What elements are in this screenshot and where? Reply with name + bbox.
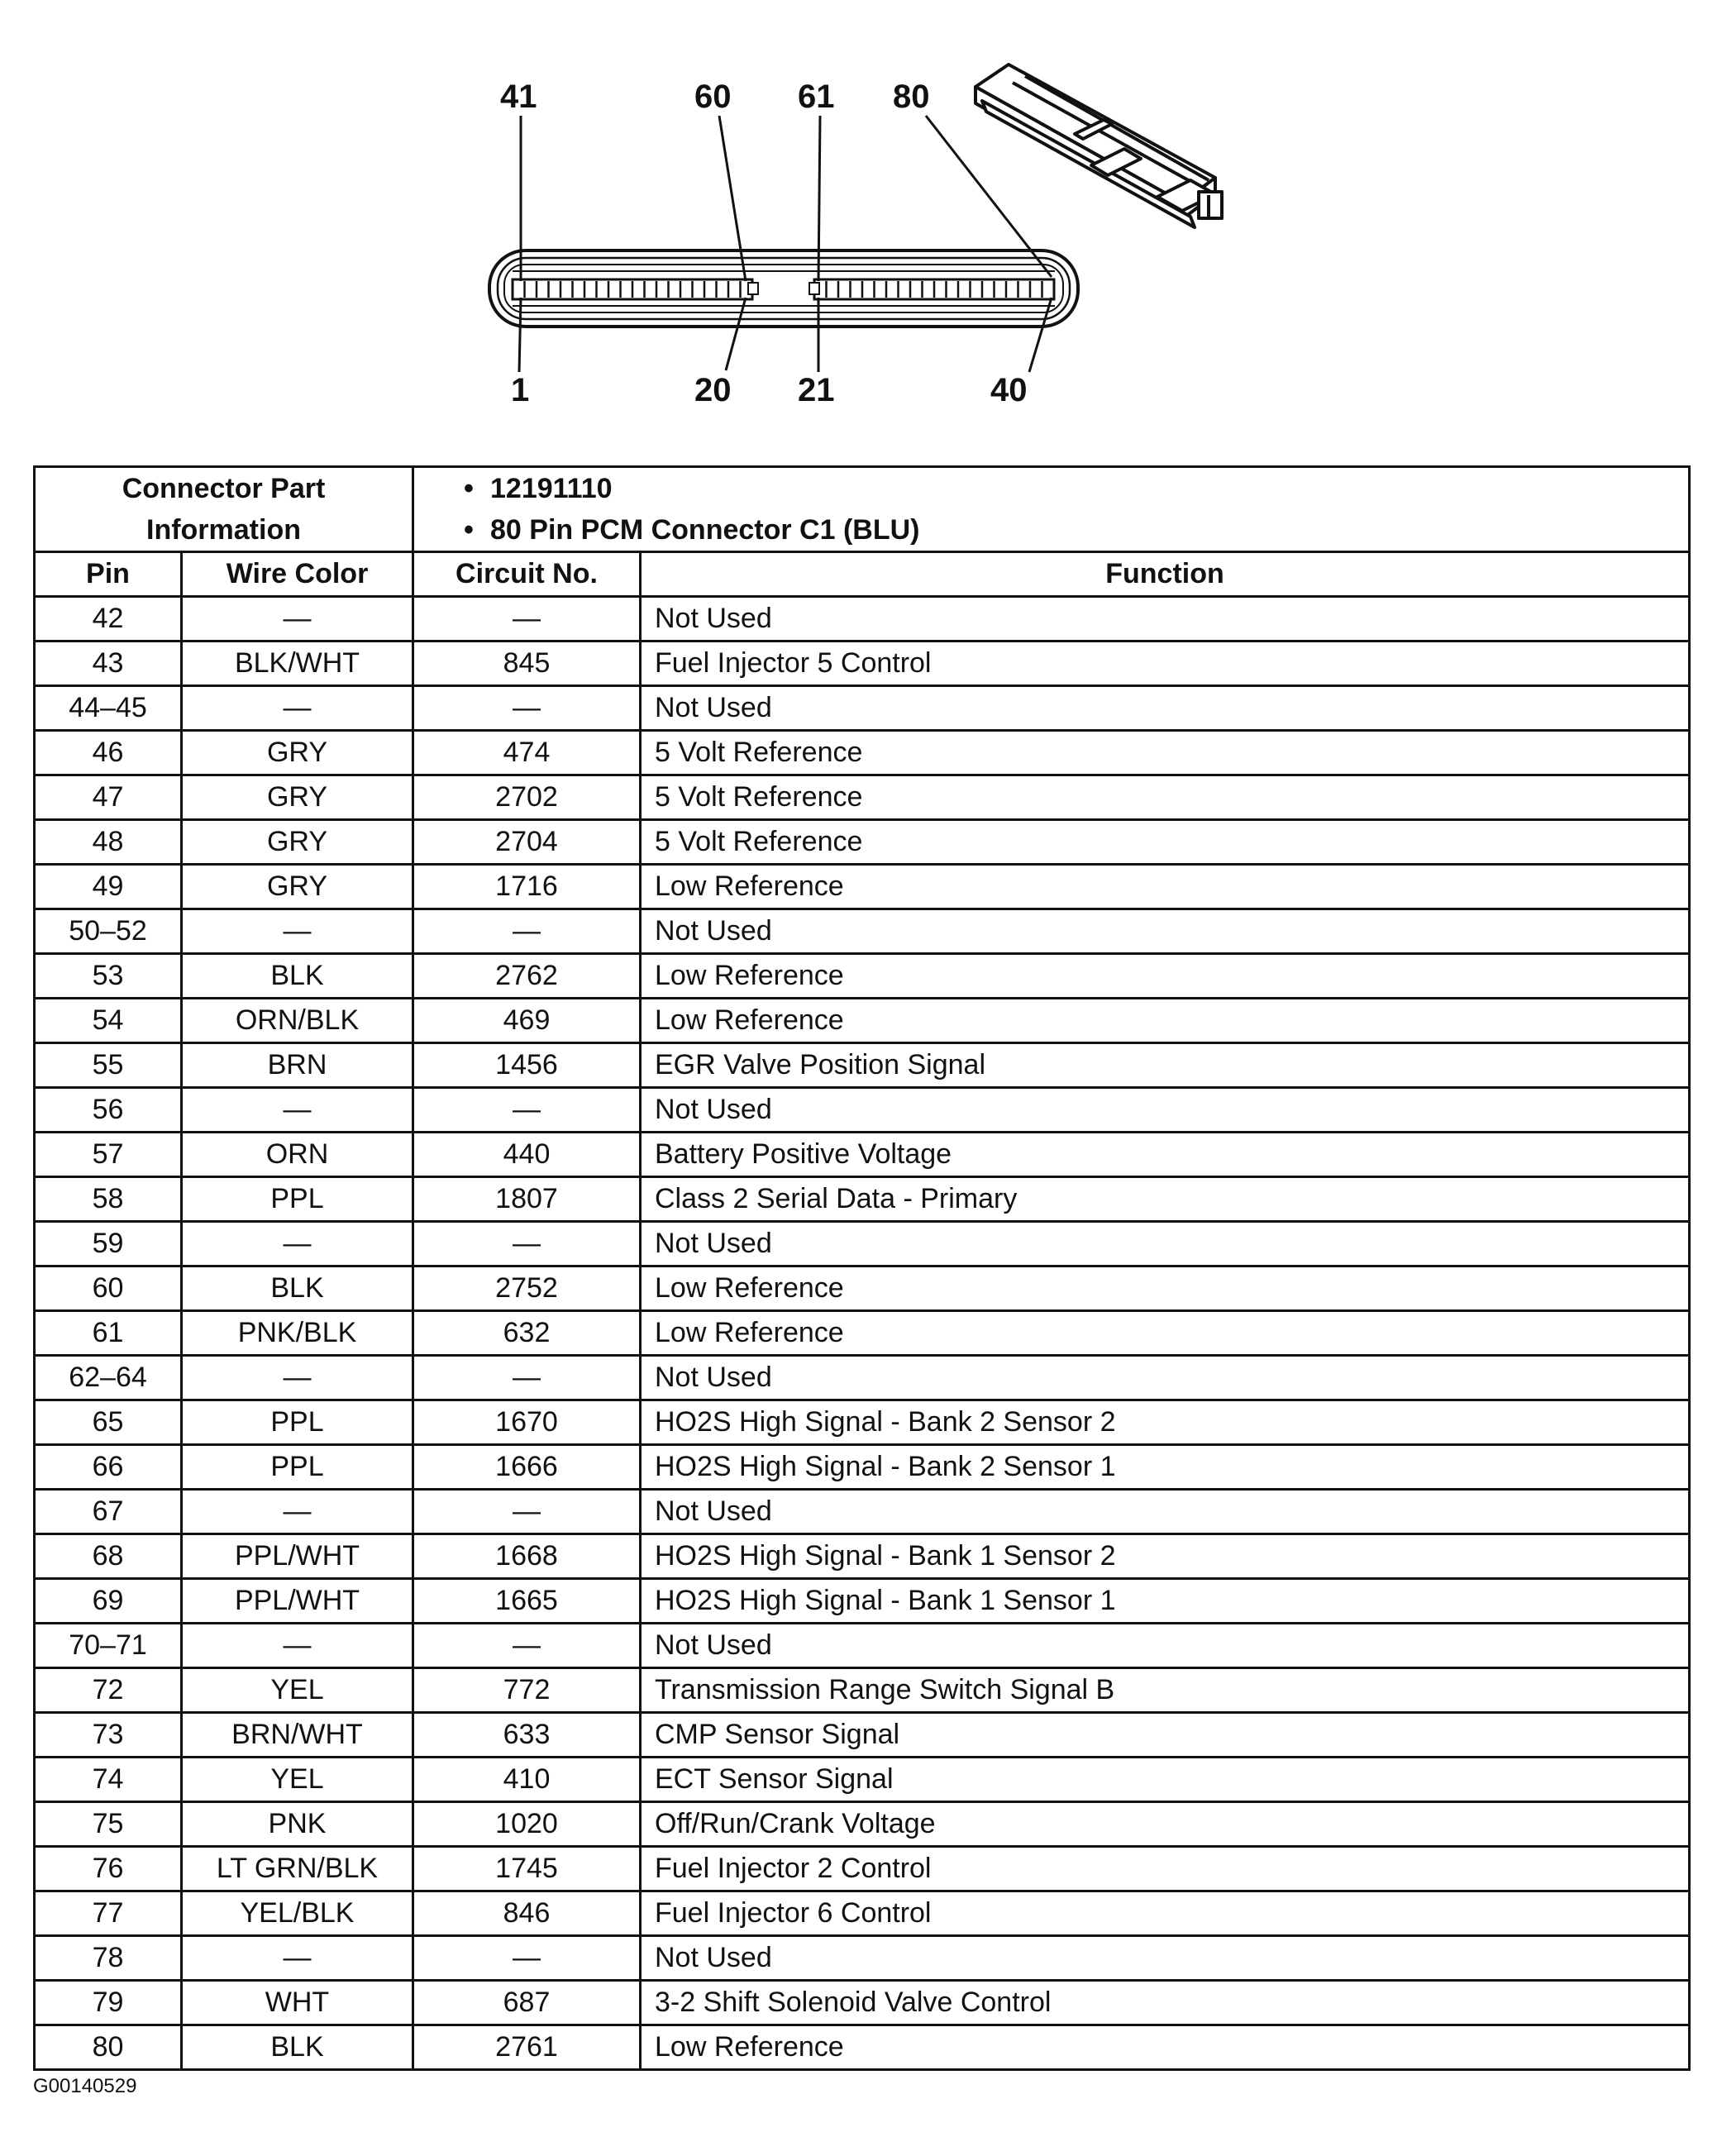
pin-cell: 62–64 bbox=[35, 1356, 182, 1400]
pin-cell: 66 bbox=[35, 1445, 182, 1490]
pin-cell: 57 bbox=[35, 1133, 182, 1177]
wire-color-cell: — bbox=[182, 1222, 413, 1266]
function-cell: Not Used bbox=[641, 1356, 1690, 1400]
table-row bbox=[35, 1311, 1690, 1356]
circuit-no-cell: — bbox=[413, 686, 641, 731]
pin-label-1: 1 bbox=[511, 372, 530, 408]
wire-color-cell: WHT bbox=[182, 1981, 413, 2025]
pin-label-20: 20 bbox=[694, 372, 732, 408]
pin-cell: 65 bbox=[35, 1400, 182, 1445]
function-cell: Fuel Injector 6 Control bbox=[641, 1891, 1690, 1936]
circuit-no-cell: 1670 bbox=[413, 1400, 641, 1445]
wire-color-cell: — bbox=[182, 1936, 413, 1981]
table-row bbox=[35, 865, 1690, 909]
pin-cell: 68 bbox=[35, 1534, 182, 1579]
circuit-no-cell: 410 bbox=[413, 1758, 641, 1802]
wire-color-cell: ORN bbox=[182, 1133, 413, 1177]
pin-label-60: 60 bbox=[694, 79, 732, 115]
wire-color-cell: BLK bbox=[182, 954, 413, 999]
circuit-no-cell: — bbox=[413, 597, 641, 642]
wire-color-cell: BRN bbox=[182, 1043, 413, 1088]
circuit-no-cell: — bbox=[413, 1088, 641, 1133]
table-row bbox=[35, 909, 1690, 954]
function-cell: Low Reference bbox=[641, 1266, 1690, 1311]
pin-cell: 76 bbox=[35, 1847, 182, 1891]
circuit-no-cell: — bbox=[413, 909, 641, 954]
pin-cell: 70–71 bbox=[35, 1624, 182, 1668]
pin-cell: 42 bbox=[35, 597, 182, 642]
column-header-function: Function bbox=[641, 552, 1690, 597]
connector-part-info-header bbox=[35, 467, 413, 552]
pin-cell: 73 bbox=[35, 1713, 182, 1758]
function-cell: Fuel Injector 5 Control bbox=[641, 642, 1690, 686]
connector-diagram bbox=[0, 0, 1722, 430]
function-cell: HO2S High Signal - Bank 1 Sensor 1 bbox=[641, 1579, 1690, 1624]
table-row bbox=[35, 1758, 1690, 1802]
wire-color-cell: GRY bbox=[182, 820, 413, 865]
pin-cell: 49 bbox=[35, 865, 182, 909]
table-header-row bbox=[35, 552, 1690, 597]
table-row bbox=[35, 1668, 1690, 1713]
circuit-no-cell: 440 bbox=[413, 1133, 641, 1177]
pin-cell: 47 bbox=[35, 775, 182, 820]
circuit-no-cell: 633 bbox=[413, 1713, 641, 1758]
wire-color-cell: PPL/WHT bbox=[182, 1534, 413, 1579]
function-cell: Not Used bbox=[641, 1490, 1690, 1534]
function-cell: Low Reference bbox=[641, 2025, 1690, 2070]
wire-color-cell: ORN/BLK bbox=[182, 999, 413, 1043]
wire-color-cell: PPL/WHT bbox=[182, 1579, 413, 1624]
table-row bbox=[35, 1222, 1690, 1266]
pin-cell: 55 bbox=[35, 1043, 182, 1088]
function-cell: Battery Positive Voltage bbox=[641, 1133, 1690, 1177]
table-row bbox=[35, 1802, 1690, 1847]
pin-label-21: 21 bbox=[798, 372, 835, 408]
circuit-no-cell: 687 bbox=[413, 1981, 641, 2025]
function-cell: Not Used bbox=[641, 1088, 1690, 1133]
circuit-no-cell: 1666 bbox=[413, 1445, 641, 1490]
leader-lines bbox=[519, 116, 1052, 372]
table-row bbox=[35, 1847, 1690, 1891]
table-row bbox=[35, 1356, 1690, 1400]
pin-cell: 44–45 bbox=[35, 686, 182, 731]
table-row bbox=[35, 642, 1690, 686]
wire-color-cell: — bbox=[182, 597, 413, 642]
pin-cell: 43 bbox=[35, 642, 182, 686]
connector-part-info-line1: Connector Part bbox=[122, 473, 326, 504]
pin-label-40: 40 bbox=[990, 372, 1028, 408]
function-cell: Not Used bbox=[641, 1936, 1690, 1981]
circuit-no-cell: — bbox=[413, 1222, 641, 1266]
connector-part-info-line2: Information bbox=[146, 514, 301, 546]
function-cell: 5 Volt Reference bbox=[641, 775, 1690, 820]
table-row bbox=[35, 954, 1690, 999]
wire-color-cell: LT GRN/BLK bbox=[182, 1847, 413, 1891]
pin-cell: 48 bbox=[35, 820, 182, 865]
wire-color-cell: — bbox=[182, 1356, 413, 1400]
wire-color-cell: BLK bbox=[182, 1266, 413, 1311]
function-cell: Not Used bbox=[641, 1222, 1690, 1266]
connector-info-row bbox=[35, 467, 1690, 552]
wire-color-cell: PNK/BLK bbox=[182, 1311, 413, 1356]
pin-cell: 72 bbox=[35, 1668, 182, 1713]
connector-isometric-view bbox=[975, 64, 1222, 227]
pin-cell: 53 bbox=[35, 954, 182, 999]
function-cell: Low Reference bbox=[641, 865, 1690, 909]
table-row bbox=[35, 1177, 1690, 1222]
function-cell: Not Used bbox=[641, 597, 1690, 642]
table-row bbox=[35, 1936, 1690, 1981]
function-cell: 5 Volt Reference bbox=[641, 731, 1690, 775]
table-row bbox=[35, 597, 1690, 642]
function-cell: EGR Valve Position Signal bbox=[641, 1043, 1690, 1088]
table-row bbox=[35, 1891, 1690, 1936]
circuit-no-cell: 2752 bbox=[413, 1266, 641, 1311]
circuit-no-cell: — bbox=[413, 1356, 641, 1400]
wire-color-cell: PPL bbox=[182, 1445, 413, 1490]
pin-cell: 60 bbox=[35, 1266, 182, 1311]
circuit-no-cell: 632 bbox=[413, 1311, 641, 1356]
wire-color-cell: YEL/BLK bbox=[182, 1891, 413, 1936]
function-cell: Low Reference bbox=[641, 1311, 1690, 1356]
wire-color-cell: YEL bbox=[182, 1758, 413, 1802]
pin-cell: 56 bbox=[35, 1088, 182, 1133]
pin-cell: 67 bbox=[35, 1490, 182, 1534]
wire-color-cell: GRY bbox=[182, 731, 413, 775]
circuit-no-cell: 845 bbox=[413, 642, 641, 686]
wire-color-cell: PPL bbox=[182, 1177, 413, 1222]
pin-cell: 80 bbox=[35, 2025, 182, 2070]
circuit-no-cell: 1745 bbox=[413, 1847, 641, 1891]
circuit-no-cell: 474 bbox=[413, 731, 641, 775]
pin-label-61: 61 bbox=[798, 79, 835, 115]
circuit-no-cell: 2762 bbox=[413, 954, 641, 999]
wire-color-cell: YEL bbox=[182, 1668, 413, 1713]
wire-color-cell: PNK bbox=[182, 1802, 413, 1847]
connector-face bbox=[489, 250, 1078, 327]
function-cell: CMP Sensor Signal bbox=[641, 1713, 1690, 1758]
function-cell: HO2S High Signal - Bank 2 Sensor 1 bbox=[641, 1445, 1690, 1490]
function-cell: HO2S High Signal - Bank 1 Sensor 2 bbox=[641, 1534, 1690, 1579]
connector-description: • 80 Pin PCM Connector C1 (BLU) bbox=[464, 514, 920, 546]
function-cell: HO2S High Signal - Bank 2 Sensor 2 bbox=[641, 1400, 1690, 1445]
table-row bbox=[35, 686, 1690, 731]
circuit-no-cell: 1020 bbox=[413, 1802, 641, 1847]
wire-color-cell: — bbox=[182, 909, 413, 954]
table-row bbox=[35, 1713, 1690, 1758]
column-header-circuit-no: Circuit No. bbox=[413, 552, 641, 597]
wire-color-cell: BRN/WHT bbox=[182, 1713, 413, 1758]
pin-label-80: 80 bbox=[893, 79, 930, 115]
pin-cell: 46 bbox=[35, 731, 182, 775]
circuit-no-cell: 469 bbox=[413, 999, 641, 1043]
table-row bbox=[35, 1043, 1690, 1088]
table-row bbox=[35, 731, 1690, 775]
table-row bbox=[35, 1579, 1690, 1624]
wire-color-cell: — bbox=[182, 1490, 413, 1534]
pin-cell: 69 bbox=[35, 1579, 182, 1624]
circuit-no-cell: 2702 bbox=[413, 775, 641, 820]
function-cell: Low Reference bbox=[641, 954, 1690, 999]
table-row bbox=[35, 1266, 1690, 1311]
pin-cell: 58 bbox=[35, 1177, 182, 1222]
function-cell: Fuel Injector 2 Control bbox=[641, 1847, 1690, 1891]
circuit-no-cell: 772 bbox=[413, 1668, 641, 1713]
pin-cell: 74 bbox=[35, 1758, 182, 1802]
pin-cell: 75 bbox=[35, 1802, 182, 1847]
wire-color-cell: — bbox=[182, 686, 413, 731]
wire-color-cell: BLK bbox=[182, 2025, 413, 2070]
table-row bbox=[35, 775, 1690, 820]
circuit-no-cell: 1716 bbox=[413, 865, 641, 909]
function-cell: Transmission Range Switch Signal B bbox=[641, 1668, 1690, 1713]
function-cell: Class 2 Serial Data - Primary bbox=[641, 1177, 1690, 1222]
table-row bbox=[35, 1624, 1690, 1668]
circuit-no-cell: 1807 bbox=[413, 1177, 641, 1222]
wire-color-cell: GRY bbox=[182, 775, 413, 820]
connector-pin-table bbox=[33, 465, 1691, 2071]
pin-cell: 79 bbox=[35, 1981, 182, 2025]
circuit-no-cell: 1665 bbox=[413, 1579, 641, 1624]
wire-color-cell: — bbox=[182, 1088, 413, 1133]
function-cell: ECT Sensor Signal bbox=[641, 1758, 1690, 1802]
table-row bbox=[35, 1981, 1690, 2025]
circuit-no-cell: 1668 bbox=[413, 1534, 641, 1579]
table-row bbox=[35, 820, 1690, 865]
pin-cell: 61 bbox=[35, 1311, 182, 1356]
figure-id: G00140529 bbox=[33, 2075, 137, 2097]
pin-cell: 50–52 bbox=[35, 909, 182, 954]
circuit-no-cell: 846 bbox=[413, 1891, 641, 1936]
circuit-no-cell: 2761 bbox=[413, 2025, 641, 2070]
wire-color-cell: — bbox=[182, 1624, 413, 1668]
table-row bbox=[35, 1133, 1690, 1177]
column-header-pin: Pin bbox=[35, 552, 182, 597]
table-row bbox=[35, 1088, 1690, 1133]
table-row bbox=[35, 1534, 1690, 1579]
table-row bbox=[35, 1400, 1690, 1445]
table-row bbox=[35, 1490, 1690, 1534]
function-cell: 5 Volt Reference bbox=[641, 820, 1690, 865]
table-row bbox=[35, 999, 1690, 1043]
function-cell: Not Used bbox=[641, 686, 1690, 731]
pin-label-41: 41 bbox=[500, 79, 537, 115]
pin-cell: 77 bbox=[35, 1891, 182, 1936]
function-cell: Low Reference bbox=[641, 999, 1690, 1043]
circuit-no-cell: — bbox=[413, 1936, 641, 1981]
circuit-no-cell: — bbox=[413, 1490, 641, 1534]
wire-color-cell: GRY bbox=[182, 865, 413, 909]
pin-cell: 59 bbox=[35, 1222, 182, 1266]
column-header-wire-color: Wire Color bbox=[182, 552, 413, 597]
pin-cell: 54 bbox=[35, 999, 182, 1043]
function-cell: 3-2 Shift Solenoid Valve Control bbox=[641, 1981, 1690, 2025]
circuit-no-cell: 2704 bbox=[413, 820, 641, 865]
function-cell: Not Used bbox=[641, 1624, 1690, 1668]
wire-color-cell: PPL bbox=[182, 1400, 413, 1445]
table-row bbox=[35, 2025, 1690, 2070]
circuit-no-cell: — bbox=[413, 1624, 641, 1668]
pin-cell: 78 bbox=[35, 1936, 182, 1981]
circuit-no-cell: 1456 bbox=[413, 1043, 641, 1088]
connector-part-info-list bbox=[413, 467, 1690, 552]
function-cell: Off/Run/Crank Voltage bbox=[641, 1802, 1690, 1847]
wire-color-cell: BLK/WHT bbox=[182, 642, 413, 686]
connector-part-number: • 12191110 bbox=[464, 473, 613, 504]
function-cell: Not Used bbox=[641, 909, 1690, 954]
table-row bbox=[35, 1445, 1690, 1490]
